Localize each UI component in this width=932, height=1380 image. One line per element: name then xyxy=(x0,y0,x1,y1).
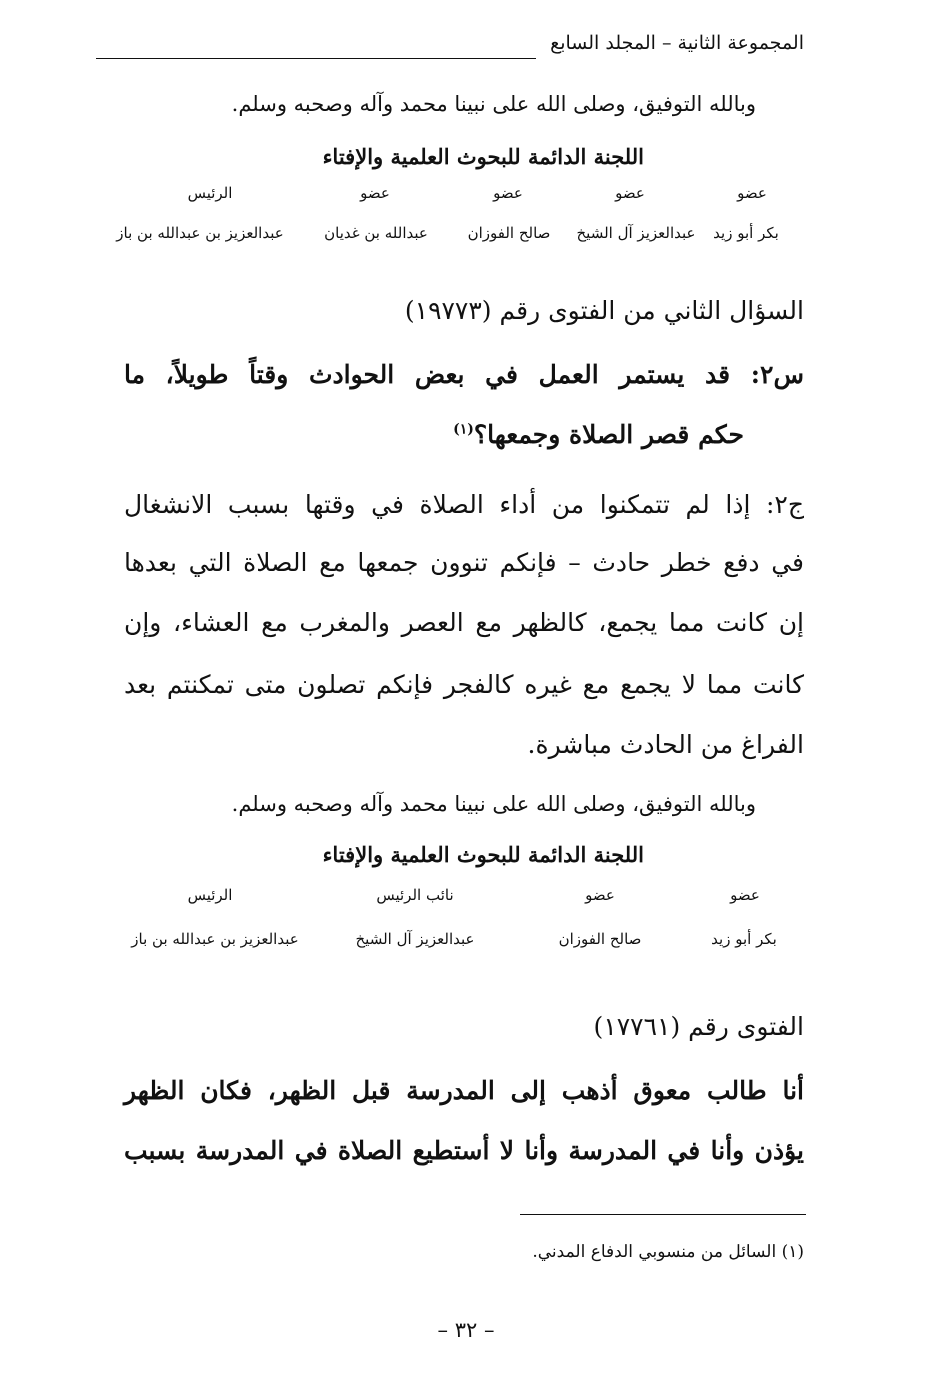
member-role: الرئيس xyxy=(187,886,233,904)
member-role: عضو xyxy=(585,886,615,904)
member-name: عبدالعزيز بن عبدالله بن باز xyxy=(116,224,284,242)
member-name: عبدالعزيز بن عبدالله بن باز xyxy=(131,930,299,948)
question-line-last xyxy=(453,420,744,449)
page-number: – ٣٢ – xyxy=(437,1318,495,1342)
closing-line-1: وبالله التوفيق، وصلى الله على نبينا محمد وآله وصحبه وسلم. xyxy=(231,92,756,116)
member-role: عضو xyxy=(360,184,390,202)
member-name: عبدالعزيز آل الشيخ xyxy=(576,224,696,242)
member-name: عبدالله بن غديان xyxy=(324,224,428,242)
answer-line: ج٢: إذا لم تتمكنوا من أداء الصلاة في وقتها بسبب الانشغال xyxy=(124,490,804,519)
footnote-reference: (١) xyxy=(453,421,474,438)
answer-line: في دفع خطر حادث – فإنكم تنوون جمعها مع الصلاة التي بعدها xyxy=(124,548,804,577)
footnote-text: (١) السائل من منسوبي الدفاع المدني. xyxy=(532,1242,804,1262)
closing-line-2: وبالله التوفيق، وصلى الله على نبينا محمد وآله وصحبه وسلم. xyxy=(231,792,756,816)
question-title: السؤال الثاني من الفتوى رقم (١٩٧٧٣) xyxy=(404,296,804,325)
member-name: بكر أبو زيد xyxy=(711,930,777,948)
member-role: عضو xyxy=(615,184,645,202)
question-line: س٢: قد يستمر العمل في بعض الحوادث وقتاً طويلاً، ما xyxy=(124,360,804,389)
fatwa-question-line: أنا طالب معوق أذهب إلى المدرسة قبل الظهر، فكان الظهر xyxy=(124,1076,804,1105)
member-name: بكر أبو زيد xyxy=(713,224,779,242)
committee-title-1: اللجنة الدائمة للبحوث العلمية والإفتاء xyxy=(322,144,644,169)
member-name: صالح الفوزان xyxy=(558,930,642,948)
member-role: عضو xyxy=(493,184,523,202)
header-rule xyxy=(96,58,536,59)
answer-line: إن كانت مما يجمع، كالظهر مع العصر والمغرب مع العشاء، وإن xyxy=(124,608,804,637)
answer-line: الفراغ من الحادث مباشرة. xyxy=(527,730,804,759)
member-name: عبدالعزيز آل الشيخ xyxy=(355,930,475,948)
committee-title-2: اللجنة الدائمة للبحوث العلمية والإفتاء xyxy=(322,842,644,867)
running-header: المجموعة الثانية – المجلد السابع xyxy=(550,32,804,54)
footnote-rule xyxy=(520,1214,806,1215)
fatwa-title: الفتوى رقم (١٧٧٦١) xyxy=(593,1012,804,1041)
member-role: الرئيس xyxy=(187,184,233,202)
member-role: عضو xyxy=(737,184,767,202)
fatwa-question-line: يؤذن وأنا في المدرسة وأنا لا أستطيع الصلاة في المدرسة بسبب xyxy=(124,1136,804,1165)
answer-line: كانت مما لا يجمع مع غيره كالفجر فإنكم تصلون متى تمكنتم بعد xyxy=(124,670,804,699)
member-name: صالح الفوزان xyxy=(467,224,551,242)
member-role: نائب الرئيس xyxy=(376,886,454,904)
member-role: عضو xyxy=(730,886,760,904)
question-line: حكم قصر الصلاة وجمعها؟ xyxy=(473,420,744,449)
